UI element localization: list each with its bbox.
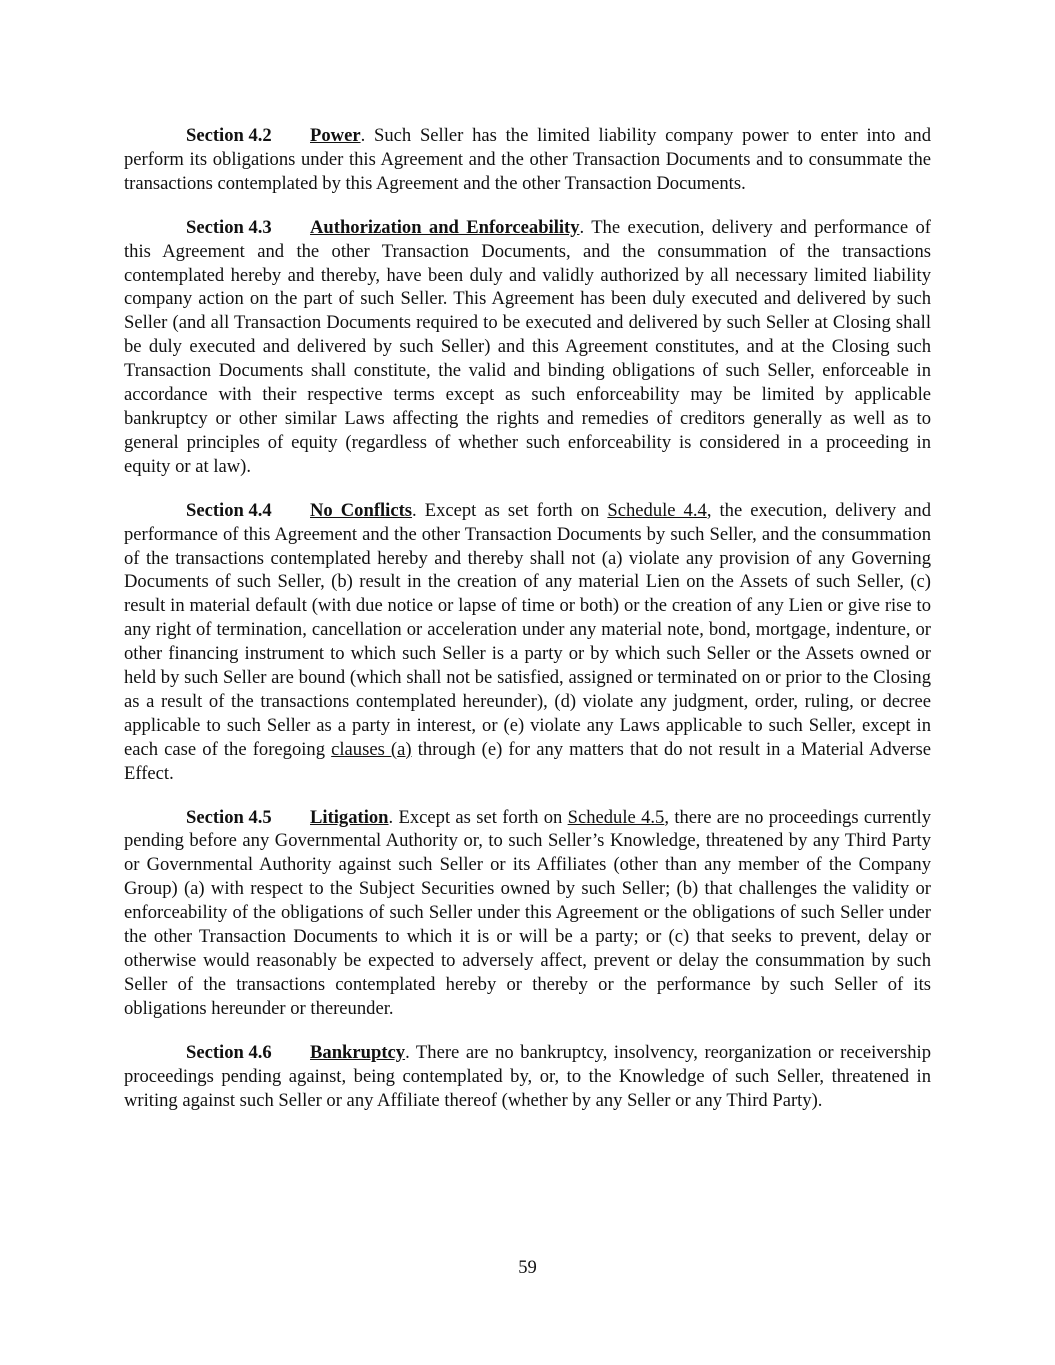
section-4-4-paragraph	[124, 499, 931, 786]
section-body: . The execution, delivery and performance of this Agreement and the other Transaction Documents, and the consummation of the transactions contemplated hereby and thereby, have been duly and validly authorized by all necessary limited liability company action on the part of such Seller. This Agreement has been duly executed and delivered by such Seller (and all Transaction Documents required to be executed and delivered by such Seller at Closing shall be duly executed and delivered by such Seller) and this Agreement constitutes, and at the Closing such Transaction Documents shall constitute, the valid and binding obligations of such Seller, enforceable in accordance with their respective terms except as such enforceability may be limited by applicable bankruptcy or other similar Laws affecting the rights and remedies of creditors generally as well as to general principles of equity (regardless of whether such enforceability is considered in a proceeding in equity or at law).	[124, 216, 931, 477]
section-body: , there are no proceedings currently pending before any Governmental Authority or, to such Seller’s Knowledge, threatened by any Third Party or Governmental Authority against such Seller or its Affiliates (other than any member of the Company Group) (a) with respect to the Subject Securities owned by such Seller; (b) that challenges the validity or enforceability of the obligations of such Seller under this Agreement or the obligations of such Seller under the other Transaction Documents to which it is or will be a party; or (c) that seeks to prevent, delay or otherwise would reasonably be expected to adversely affect, prevent or delay the consummation by such Seller of the transactions contemplated hereby or thereby or the performance by such Seller of its obligations hereunder or thereunder.	[124, 806, 932, 1019]
section-title: Power	[310, 125, 361, 146]
document-page	[124, 124, 931, 1132]
clauses-a-link[interactable]: clauses (a)	[331, 738, 412, 760]
section-number: Section 4.5	[186, 806, 272, 828]
section-4-6-paragraph	[124, 1041, 931, 1113]
section-number: Section 4.2	[186, 125, 272, 146]
section-body: . Except as set forth on	[388, 806, 568, 828]
section-body: . Except as set forth on	[412, 499, 608, 521]
schedule-4-5-link[interactable]: Schedule 4.5	[567, 806, 665, 828]
section-4-5-paragraph	[124, 806, 931, 1021]
section-body: , the execution, delivery and performance of this Agreement and the other Transaction Documents by such Seller, and the consummation of the transactions contemplated hereby and thereby shall not (a) violate any provision of any Governing Documents of such Seller, (b) result in the creation of any material Lien on the Assets of such Seller, (c) result in material default (with due notice or lapse of time or both) or the creation of any Lien or give rise to any right of termination, cancellation or acceleration under any material note, bond, mortgage, indenture, or other financing instrument to which such Seller is a party or by which such Seller or the Assets owned or held by such Seller are bound (which shall not be satisfied, assigned or terminated on or prior to the Closing as a result of the transactions contemplated hereunder), (d) violate any judgment, order, ruling, or decree applicable to such Seller as a party in interest, or (e) violate any Laws applicable to such Seller, except in each case of the foregoing	[124, 499, 931, 760]
section-4-3-paragraph	[124, 216, 931, 479]
section-body: . There are no bankruptcy, insolvency, reorganization or receivership proceedings pending against, being contemplated by, or, to the Knowledge of such Seller, threatened in writing against such Seller or any Affiliate thereof (whether by any Seller or any Third Party).	[124, 1041, 931, 1111]
section-title: Bankruptcy	[310, 1041, 406, 1063]
section-number: Section 4.6	[186, 1041, 272, 1063]
section-title: Litigation	[310, 806, 389, 828]
section-body: . Such Seller has the limited liability company power to enter into and perform its obligations under this Agreement and the other Transaction Documents and to consummate the transactions contemplated by this Agreement and the other Transaction Documents.	[124, 125, 931, 194]
section-number: Section 4.3	[186, 216, 272, 238]
section-title: Authorization and Enforceability	[310, 216, 580, 238]
page-number: 59	[518, 1257, 537, 1278]
schedule-4-4-link[interactable]: Schedule 4.4	[607, 499, 707, 521]
section-body: through (e) for any matters that do not result in a Material Adverse Effect.	[124, 738, 931, 784]
section-4-2-paragraph	[124, 124, 931, 196]
section-title: No Conflicts	[310, 499, 413, 521]
section-number: Section 4.4	[186, 499, 272, 521]
